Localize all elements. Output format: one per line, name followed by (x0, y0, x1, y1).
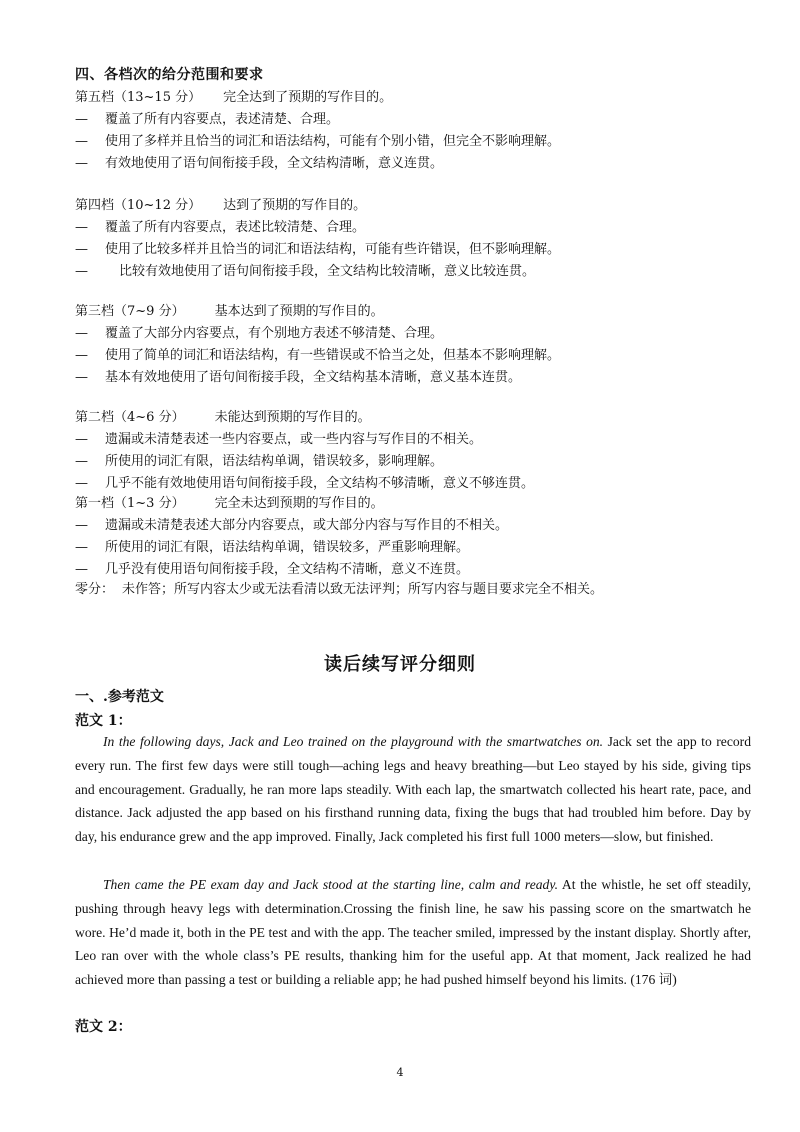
paragraph-lead: In the following days, Jack and Leo trained on the playground with the smartwatches on. (103, 734, 604, 749)
tier-3-item (75, 368, 521, 388)
sample-1-label: 范文 1： (75, 713, 132, 729)
tier-desc: 达到了预期的写作目的。 (223, 198, 367, 213)
zero-label: 零分： (75, 582, 115, 597)
item-text: 覆盖了大部分内容要点，有个别地方表述不够清楚、合理。 (105, 326, 444, 341)
tier-1-item (75, 516, 508, 536)
dash-mark: — (75, 476, 88, 491)
paragraph-body: At the whistle, he set off steadily, pushing through heavy legs with determination.Crossing the finish line, he saw his passing score on the smartwatch he wore. He’d made it, both in the PE test and with the app. The teacher smiled, impressed by the instant display. Shortly after, Leo ran over with the whole class’s PE results, thanking him for the useful app. At that moment, Jack realized he had achieved more than passing a test or building a reliable app; he had pushed himself beyond his limits. (176 词) (75, 877, 751, 988)
item-text: 所使用的词汇有限，语法结构单调，错误较多，严重影响理解。 (105, 540, 470, 555)
dash-mark: — (75, 264, 88, 279)
tier-1-item (75, 538, 469, 558)
tier-5-header (75, 88, 392, 108)
reference-heading: 一、.参考范文 (75, 689, 164, 705)
tier-4-header (75, 196, 366, 216)
tier-4-item (75, 218, 365, 238)
item-text: 所使用的词汇有限，语法结构单调，错误较多，影响理解。 (105, 454, 444, 469)
tier-label: 第二档（4~6 分） (75, 410, 185, 425)
tier-label: 第一档（1~3 分） (75, 496, 185, 511)
tier-2-item (75, 474, 534, 494)
tier-label: 第三档（7~9 分） (75, 304, 185, 319)
dash-mark: — (75, 134, 88, 149)
tier-label: 第五档（13~15 分） (75, 90, 202, 105)
dash-mark: — (75, 220, 88, 235)
item-text: 比较有效地使用了语句间衔接手段，全文结构比较清晰，意义比较连贯。 (119, 264, 536, 279)
paragraph-lead: Then came the PE exam day and Jack stood at the starting line, calm and ready. (103, 877, 559, 892)
page-number: 4 (396, 1066, 404, 1079)
tier-2-item (75, 430, 482, 450)
item-text: 遗漏或未清楚表述大部分内容要点，或大部分内容与写作目的不相关。 (105, 518, 509, 533)
dash-mark: — (75, 112, 88, 127)
item-text: 基本有效地使用了语句间衔接手段，全文结构基本清晰，意义基本连贯。 (105, 370, 522, 385)
tier-desc: 完全达到了预期的写作目的。 (223, 90, 393, 105)
tier-3-header (75, 302, 384, 322)
paragraph-body: Jack set the app to record every run. The first few days were still tough—aching legs and heavy breathing—but Leo stayed by his side, giving tips and encouragement. Gradually, he ran more laps steadily. With each lap, the smartwatch collected his heart rate, pace, and distance. Jack adjusted the app based on his firsthand running data, fixing the bugs that had troubled him before. Day by day, his endurance grew and the app improved. Finally, Jack completed his first full 1000 meters—slow, but finished. (75, 734, 751, 845)
tier-desc: 完全未达到预期的写作目的。 (214, 496, 384, 511)
item-text: 几乎不能有效地使用语句间衔接手段，全文结构不够清晰，意义不够连贯。 (105, 476, 535, 491)
zero-text: 未作答；所写内容太少或无法看清以致无法评判；所写内容与题目要求完全不相关。 (122, 582, 604, 597)
criteria-heading: 四、各档次的给分范围和要求 (75, 67, 264, 83)
item-text: 有效地使用了语句间衔接手段，全文结构清晰，意义连贯。 (105, 156, 444, 171)
tier-5-item (75, 154, 443, 174)
item-text: 遗漏或未清楚表述一些内容要点，或一些内容与写作目的不相关。 (105, 432, 483, 447)
dash-mark: — (75, 370, 88, 385)
dash-mark: — (75, 432, 88, 447)
tier-1-item (75, 560, 469, 580)
dash-mark: — (75, 242, 88, 257)
zero-score-line (75, 580, 603, 600)
tier-label: 第四档（10~12 分） (75, 198, 202, 213)
item-text: 使用了多样并且恰当的词汇和语法结构，可能有个别小错，但完全不影响理解。 (105, 134, 561, 149)
dash-mark: — (75, 326, 88, 341)
item-text: 覆盖了所有内容要点，表述清楚、合理。 (105, 112, 340, 127)
tier-4-item (75, 240, 560, 260)
tier-5-item (75, 132, 560, 152)
item-text: 使用了简单的词汇和语法结构，有一些错误或不恰当之处，但基本不影响理解。 (105, 348, 561, 363)
sample-1-paragraph-2 (75, 873, 751, 992)
dash-mark: — (75, 540, 88, 555)
tier-5-item (75, 110, 339, 130)
tier-2-item (75, 452, 443, 472)
item-text: 覆盖了所有内容要点，表述比较清楚、合理。 (105, 220, 366, 235)
item-text: 几乎没有使用语句间衔接手段，全文结构不清晰，意义不连贯。 (105, 562, 470, 577)
tier-3-item (75, 346, 560, 366)
dash-mark: — (75, 562, 88, 577)
tier-desc: 未能达到预期的写作目的。 (214, 410, 371, 425)
tier-1-header (75, 494, 384, 514)
dash-mark: — (75, 348, 88, 363)
dash-mark: — (75, 518, 88, 533)
dash-mark: — (75, 454, 88, 469)
dash-mark: — (75, 156, 88, 171)
tier-2-header (75, 408, 371, 428)
tier-4-item (75, 262, 535, 282)
tier-3-item (75, 324, 443, 344)
sample-2-label: 范文 2： (75, 1019, 132, 1035)
tier-desc: 基本达到了预期的写作目的。 (214, 304, 384, 319)
page-title: 读后续写评分细则 (324, 654, 476, 675)
item-text: 使用了比较多样并且恰当的词汇和语法结构，可能有些许错误，但不影响理解。 (105, 242, 561, 257)
sample-1-paragraph-1 (75, 730, 751, 849)
